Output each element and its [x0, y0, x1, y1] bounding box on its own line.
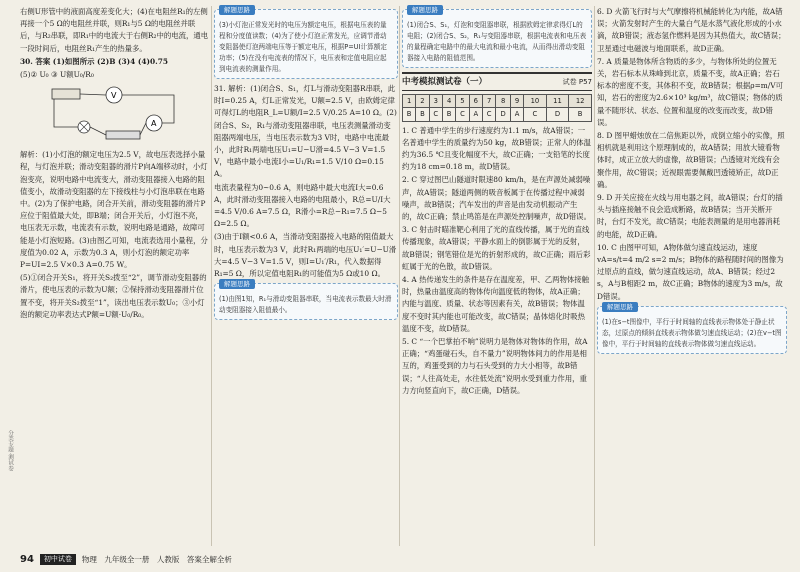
column-divider [399, 6, 400, 546]
answer-key-number: 9 [510, 95, 523, 108]
answer-key-number: 11 [546, 95, 569, 108]
page-footer [20, 552, 232, 566]
answer-30-formula: (5)② U₀ ③ U额U₀/R₀ [20, 70, 94, 80]
svg-text:A: A [151, 119, 157, 129]
answer-key-letters [403, 108, 592, 121]
answer-key-number: 7 [482, 95, 495, 108]
answer-4: 4. A 热传递发生的条件是存在温度差，甲、乙两物体接触时，热量由温度高的物体传向温度低的物体，故A正确；内能与温度、质量、状态等因素有关，故B错误；物体温度不变时其内能也可能改变，故C错误；晶体熔化时吸热温度不变，故D错误。 [402, 275, 590, 333]
answer-7: 7. A 质量是物体所含物质的多少，与物体所处的位置无关，岩石标本从珠峰到北京，质量不变，故A正确；岩石标本的密度不变，其体积不变，故B错误；根据ρ=m/V可知，岩石的密度为2.6×10³ kg/m³，故C错误；物体的质量不随形状、状态、位置和温度的改变而改变，故D错误。 [597, 56, 784, 127]
tip-tag: 解题思路 [602, 302, 638, 312]
answer-3: 3. C 射击时瞄准靶心利用了光的直线传播，属于光的直线传播现象，故A错误；平静水面上的倒影属于光的反射，故B错误；钢笔错位是光的折射形成的，故C正确；雨后彩虹属于光的色散，故D错误。 [402, 225, 591, 271]
column-2 [214, 6, 398, 324]
battery-icon [52, 89, 80, 99]
paragraph: (5)①闭合开关S₁，将开关S₂拨至“2”，调节滑动变阻器的滑片，使电压表的示数为U额；②保持滑动变阻器滑片位置不变，将开关S₂拨至“1”，读出电压表示数U₀；③小灯泡的额定功率表达式P额=U额·U₀/R₀。 [20, 273, 207, 319]
section-page-ref: 试卷 P57 [562, 78, 592, 86]
answer-key-letter: B [442, 108, 455, 121]
rheostat-icon [106, 131, 140, 139]
answer-key-letter: C [524, 108, 547, 121]
answer-key-number: 2 [416, 95, 429, 108]
answer-10: 10. C 由图甲可知，A物体做匀速直线运动，速度vA=s/t=4 m/2 s=2 m/s；B物体的路程随时间的图像为过原点的直线，做匀速直线运动，故A、B错误；经过2 s，A与B相距2 m，故C正确；B物体的速度为3 m/s，故D错误。 [597, 242, 784, 301]
answer-key-letter: B [569, 108, 592, 121]
paragraph: 解析：(1)小灯泡的额定电压为2.5 V，故电压表选择小量程，与灯泡并联；滑动变阻器的滑片P向A端移动时，小灯泡变亮，说明电路中电流变大，滑动变阻器接入电路的阻值变小，故滑动变阻器的左下接线柱与小灯泡串联在电路中。(2)为了保护电路，闭合开关前，滑动变阻器的滑片P应位于阻值最大处，即B端；闭合开关后，小灯泡不亮，电压表无示数，电流表有示数，说明电路是通路，故障可能是小灯泡短路。(3)由图乙可知，电流表选用小量程，分度值为0.02 A，示数为0.3 A，则小灯泡的额定功率P=UI=2.5 V×0.3 A=0.75 W。 [20, 150, 208, 270]
tip-tag: 解题思路 [219, 5, 255, 15]
tip-tag: 解题思路 [407, 5, 443, 15]
answer-key-number: 3 [429, 95, 442, 108]
answer-key-table [402, 94, 592, 121]
circuit-diagram-svg [44, 83, 194, 145]
spine-label: 分类专题·测试卷 [7, 430, 13, 471]
answer-5: 5. C “一个巴掌拍不响”说明力是物体对物体的作用，故A正确；“鸡蛋碰石头，自不量力”说明物体间力的作用是相互的，鸡蛋受到的力与石头受到的力大小相等，故B错误；“人往高处走，水往低处流”说明水受到重力作用，重力方向竖直向下，故C正确，D错误。 [402, 337, 588, 395]
answer-key-letter: B [403, 108, 416, 121]
column-divider [211, 6, 212, 546]
solution-tip: 解题思路 (1)闭合S、S₁，灯泡和变阻器串联，根据欧姆定律求得灯L的电阻；(2)闭合S、S₂，R₁与变阻器串联，根据电流表和电压表的量程确定电路中的最大电流和最小电流，从而得出滑动变阻器接入电路的阻值范围。 [402, 9, 592, 68]
answer-key-letter: B [416, 108, 429, 121]
svg-text:V: V [111, 91, 117, 101]
answer-key-number: 4 [442, 95, 455, 108]
answer-9: 9. D 开关应接在火线与用电器之间，故A错误；台灯的插头与插座接触不良会造成断路，故B错误；当开关断开时，台灯不发光，故C错误；电能表测量的是用电器消耗的电能，故D正确。 [597, 193, 783, 239]
brand-label: 初中试卷 [40, 554, 76, 565]
answer-key-letter: C [429, 108, 442, 121]
paragraph: (3)由于I额<0.6 A，当滑动变阻器接入电路的阻值最大时，电压表示数为3 V，此时R₁两端的电压U₁′=U−U滑大=4.5 V−3 V=1.5 V，则I=U₁′/R₁，代入数据得R₁=5 Ω，所以定值电阻R₁的可能值为5 Ω或10 Ω。 [214, 232, 397, 279]
column-3 [402, 6, 592, 398]
answer-key-letter: A [510, 108, 523, 121]
answer-key-number: 8 [496, 95, 511, 108]
answer-key-number: 10 [524, 95, 547, 108]
section-title: 中考模拟测试卷（一） [402, 77, 488, 87]
column-1 [20, 6, 210, 322]
solution-tip: 解题思路 (3)小灯泡正常发光时的电压为额定电压，根据电压表的量程和分度值读数；(4)为了使小灯泡正常发光，应调节滑动变阻器使灯泡两端电压等于额定电压，根据P=UI计算额定功率；(5)在没有电流表的情况下，电压表和定值电阻应起到电流表的测量作用。 [214, 9, 398, 79]
answer-key-letter: A [469, 108, 482, 121]
column-4 [597, 6, 787, 358]
answer-1: 1. C 普通中学生的步行速度约为1.1 m/s，故A错误；一名普通中学生的质量约为50 kg，故B错误；正常人的体温约为36.5 ℃且变化幅度不大，故C正确；一支铅笔的长度约为18 cm=0.18 m，故D错误。 [402, 125, 591, 172]
answer-key-number: 1 [403, 95, 416, 108]
answer-key-numbers [403, 95, 592, 108]
page-number: 94 [20, 553, 34, 565]
answer-key-letter: C [456, 108, 469, 121]
answer-key-number: 5 [456, 95, 469, 108]
column-divider [594, 6, 595, 546]
solution-tip: 解题思路 (1)在s−t图像中，平行于时间轴的直线表示物体处于静止状态，过原点的倾斜直线表示物体做匀速直线运动；(2)在v−t图像中，平行于时间轴的直线表示物体做匀速直线运动。 [597, 306, 787, 354]
answer-8: 8. D 图甲蜡烛放在二倍焦距以外，成倒立缩小的实像，照相机就是利用这个原理制成的，故A错误；用放大镜看物体时，成正立放大的虚像，故B错误；凸透镜对光线有会聚作用，故C错误；近视眼需要佩戴凹透镜矫正，故D正确。 [597, 131, 785, 189]
circuit-diagram [44, 83, 194, 145]
answer-6: 6. D 火箭飞行时与大气摩擦将机械能转化为内能，故A错误；火箭发射时产生的大量白气是水蒸气液化形成的小水滴，故B错误；液态氢作燃料是因为其热值大，故C错误；卫星通过电磁波与地面联系，故D正确。 [597, 7, 786, 53]
footer-text: 物理 九年级全一册 人教版 答案全解全析 [81, 554, 232, 564]
section-header [402, 72, 592, 91]
tip-tag: 解题思路 [219, 279, 255, 289]
answer-key-letter: D [546, 108, 569, 121]
answer-31: 31. 解析：(1)闭合S、S₁，灯L与滑动变阻器R串联，此时I=0.25 A，灯L正常发光，U额=2.5 V，由欧姆定律可得灯L的电阻R_L=U额/I=2.5 V/0.25 A=10 Ω。(2)闭合S、S₂，R₁与滑动变阻器串联，电压表测量滑动变阻器两端电压，当电压表示数为3 V时，电路中电流最小，此时R₁两端电压U₁=U−U滑=4.5 V−3 V=1.5 V，电路中最小电流I小=U₁/R₁=1.5 V/10 Ω=0.15 A。 [214, 84, 397, 179]
answer-key-letter: C [482, 108, 495, 121]
solution-tip: 解题思路 (1)由图1知，R₁与滑动变阻器串联，当电流表示数最大时滑动变阻器接入阻值最小。 [214, 283, 398, 320]
answer-key-number: 6 [469, 95, 482, 108]
answer-key-letter: D [496, 108, 511, 121]
paragraph: 电流表量程为0~0.6 A，则电路中最大电流I大=0.6 A，此时滑动变阻器接入电路的电阻最小，R总=U/I大=4.5 V/0.6 A=7.5 Ω，R滑小=R总−R₁=7.5 Ω−5 Ω=2.5 Ω。 [214, 182, 391, 229]
answer-30: 30. 答案 (1)如图所示 (2)B (3)4 (4)0.75 [20, 56, 169, 66]
answer-key-number: 12 [569, 95, 592, 108]
answer-2: 2. C 穿过图巴山隧道时限速80 km/h，是在声源处减弱噪声，故A错误；隧道两侧的吸音板属于在传播过程中减弱噪声，故B错误；汽车发出的声音是由发动机振动产生的，故C正确；禁止鸣笛是在声源处控制噪声，故D错误。 [402, 175, 591, 222]
paragraph: 右侧U形管中的液面高度差变化大；(4)在电阻丝R₁的左侧再接一个5 Ω的电阻丝并联，则R₁与5 Ω的电阻丝并联后，与R₂串联，即R₁中的电流大于右侧R₂中的电流，通电一段时间后，电阻丝R₁产生的热量多。 [20, 7, 209, 53]
